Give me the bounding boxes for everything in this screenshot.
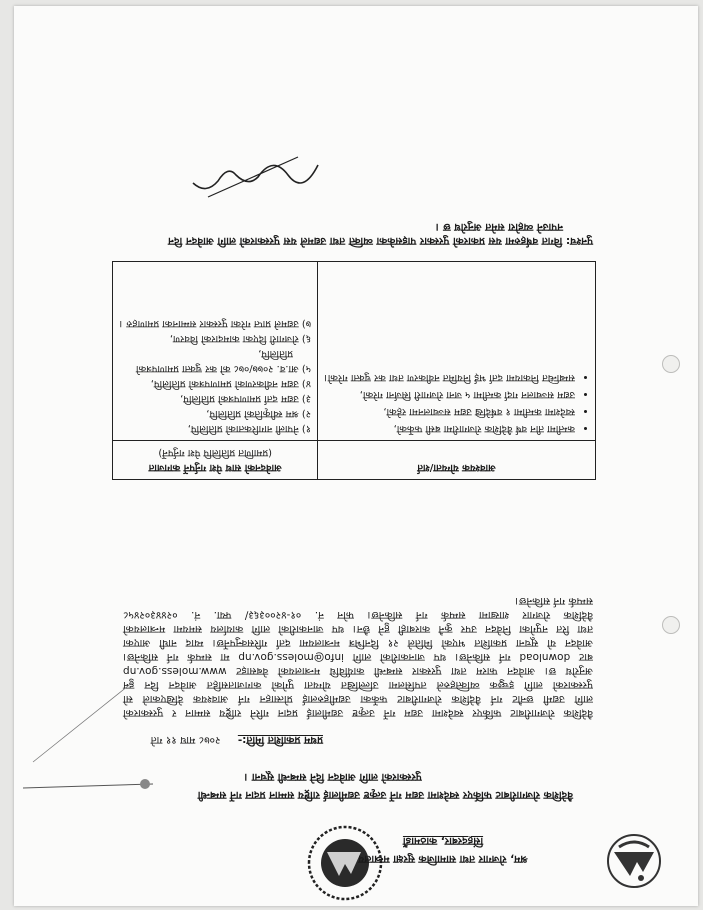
body-line: लागि उद्यमी छनौट गर्न वैदेशिक रोजगारीबाट फर्केका उद्यमीहरुलाई प्रोत्साहन गर्न आवश्यक देखिएकाले सो [123, 693, 593, 705]
document-item: ३) उद्यम दर्ता प्रमाणपत्रको प्रतिलिपि, [180, 393, 311, 404]
handwritten-signature [178, 145, 328, 205]
body-line: वैदेशिक रोजगार शाखामा सम्पर्क गर्न सकिनेछ। फोन नं. ०१-४२००३६३/ फ्या. नं. ०२४४३०२४५८ [123, 609, 593, 621]
ministry-location: सिंहदरबार, काठमाडौं [402, 835, 484, 847]
footer-line: पुनश्च: विगत वर्षहरुमा यस प्रकारको पुरस्कार पाइसकेका व्यक्ति तथा उद्यमले यस पुरस्कारको लागि आवेदन दिन [168, 235, 593, 247]
table-header-conditions: आवश्यक योग्यता/शर्त [318, 441, 596, 480]
document-item: १) नेपाली नागरिकताको प्रतिलिपि, [187, 423, 311, 434]
document-item: ५) आ.व. २०७७/०७८ को कर चुक्ता प्रमाणपत्रको [135, 363, 311, 374]
body-line: आवेदन यो सूचना प्रकाशित भएको मितिले २१ दिनभित्र मन्त्रालयमा दर्ता गरिसक्नुपर्नेछ। म्याद नाघी आएका [123, 637, 593, 649]
conditions-cell [318, 262, 596, 441]
document-item: ७) उद्यमले प्राप्त गरेका पुरस्कार सम्मानका प्रमाणहरु । [119, 318, 311, 329]
body-line: अनुरोध छ। आवेदन फारम तथा पुरस्कार सम्बन्धी कार्यविधि मन्त्रालयको वेबसाइट www.moless.gov.np [123, 665, 593, 677]
body-line: सम्पर्क गर्न सकिनेछ। [515, 595, 593, 607]
document-item: प्रतिलिपि, [258, 348, 293, 359]
publication-date-row [151, 733, 323, 747]
notice-subtitle: पुरस्कारको लागि आवेदन दिने सम्बन्धी सूचना । [244, 771, 422, 783]
ministry-name: श्रम, रोजगार तथा सामाजिक सुरक्षा मन्त्रालय [358, 853, 528, 865]
table-header-documents: आवेदनको साथ पेश गर्नुपर्ने कागजात (प्रमाणित प्रतिलिपि पेश गर्नुपर्ने) [113, 441, 318, 480]
condition-item: • कम्तीमा तीन वर्ष वैदेशिक रोजगारीमा बसी फर्केको, [324, 421, 575, 436]
body-line: बाट download गर्न सकिनेछ। थप जानकारीको लागि info@moless.gov.np मा सम्पर्क गर्न सकिनेछ। [123, 651, 593, 663]
pen-stroke-marks [13, 672, 163, 792]
body-line: पुरस्कारको लागि इच्छुक व्यक्तिहरुले तपसिलमा उल्लिखित योग्यता पुगेको कागजातसहित आवेदन दिन हुन [123, 679, 593, 691]
body-line: वैदेशिक रोजगारीबाट फर्किएर स्वदेशमा उद्यम गर्ने उत्कृष्ट उद्यमीलाई प्रदान गरिने राष्ट्रिय सम्मान र पुरस्कारको [123, 707, 593, 719]
document-item: २) श्रम स्वीकृतिको प्रतिलिपि, [206, 408, 311, 419]
condition-item: • स्वदेशमा कम्तीमा १ वर्षदेखि उद्यम सञ्चालनमा रहेको, [324, 404, 575, 419]
notice-title: वैदेशिक रोजगारीबाट फर्किएर स्वदेशमा उद्यम गर्ने उत्कृष्ट उद्यमीलाई राष्ट्रिय सम्मान प्रदान गर्ने सम्बन्धी [197, 789, 573, 801]
document-item: ६) रोजगारी दिएका कामदारको विवरण, [169, 333, 311, 344]
requirements-table [112, 261, 596, 480]
government-emblem-icon [605, 830, 663, 892]
publication-date: २०७८ माघ ११ गते [150, 734, 221, 746]
footer-note [118, 220, 593, 248]
body-line: तथा रित नपुगेका निवेदन उपर कुनै कारबाही हुने छैन। थप जानकारीको लागि कार्यालय समयमा मन्त्रालयको [123, 623, 593, 635]
notice-body [123, 594, 593, 720]
condition-item: • सम्बन्धित निकायमा दर्ता भई नियमित नवीकरण तथा कर चुक्ता गरेको। [324, 370, 575, 385]
documents-cell [113, 262, 318, 441]
condition-item: • उद्यम सञ्चालन गर्दा कम्तीमा ५ जना रोजगारी सिर्जना गरेको, [324, 387, 575, 402]
footer-line: नपाउने व्यहोरा समेत अनुरोध छ । [435, 221, 563, 233]
publication-label: प्रथम प्रकाशित मिति:- [237, 734, 323, 746]
document-item: ४) उद्यम नवीकरणको प्रमाणपत्रको प्रतिलिपि, [150, 378, 311, 389]
